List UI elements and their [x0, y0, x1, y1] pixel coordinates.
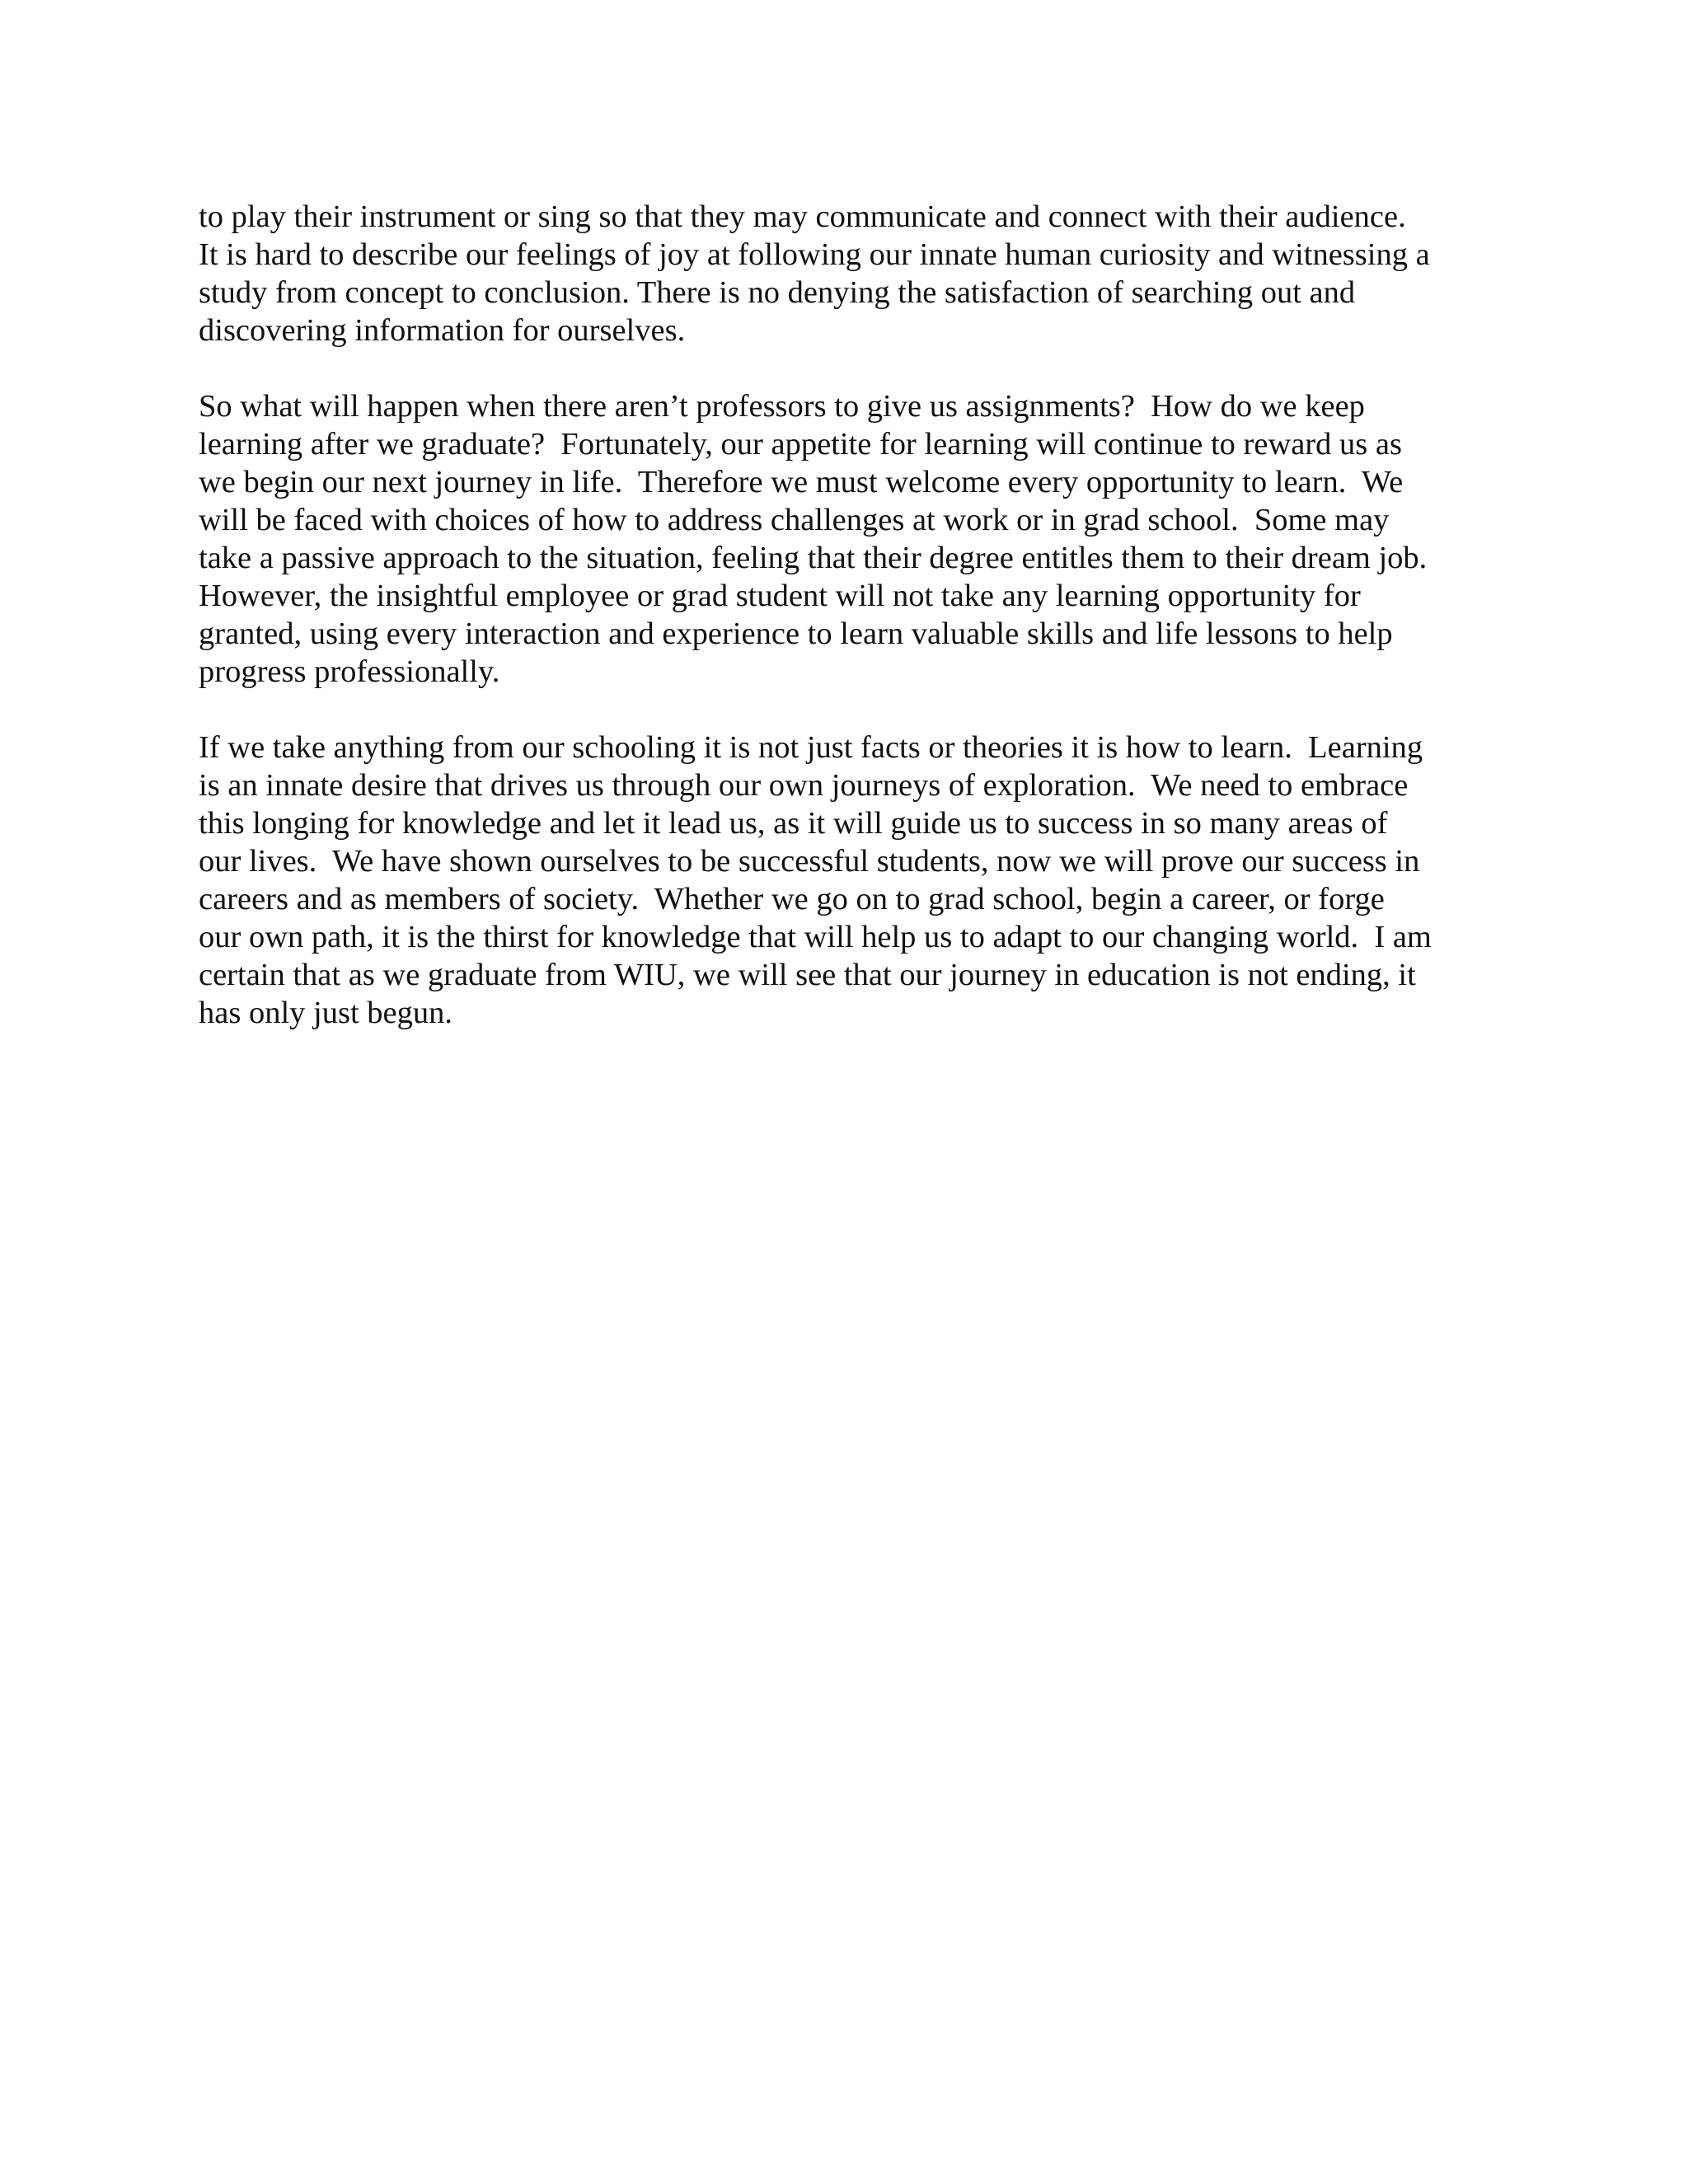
text-line: to play their instrument or sing so that they may communicate and connect with their audience. — [199, 199, 1406, 234]
text-line: take a passive approach to the situation, feeling that their degree entitles them to their dream job. — [199, 541, 1428, 575]
paragraph-2 — [199, 387, 1517, 691]
text-line: If we take anything from our schooling it is not just facts or theories it is how to learn. Learning — [199, 730, 1423, 765]
text-line: It is hard to describe our feelings of joy at following our innate human curiosity and witnessing a — [199, 237, 1430, 272]
text-line: However, the insightful employee or grad student will not take any learning opportunity for — [199, 579, 1361, 613]
text-line: learning after we graduate? Fortunately, our appetite for learning will continue to reward us as — [199, 427, 1402, 462]
text-line: discovering information for ourselves. — [199, 313, 686, 348]
text-line: careers and as members of society. Whether we go on to grad school, begin a career, or forge — [199, 882, 1385, 916]
text-line: certain that as we graduate from WIU, we will see that our journey in education is not ending, it — [199, 958, 1416, 992]
text-line: granted, using every interaction and experience to learn valuable skills and life lessons to help — [199, 616, 1393, 651]
document-body — [199, 198, 1517, 1070]
text-line: has only just begun. — [199, 996, 452, 1030]
paragraph-3 — [199, 729, 1517, 1032]
text-line: our own path, it is the thirst for knowledge that will help us to adapt to our changing world. I am — [199, 920, 1432, 954]
paragraph-1 — [199, 198, 1517, 349]
text-line: our lives. We have shown ourselves to be successful students, now we will prove our success in — [199, 844, 1420, 879]
text-line: will be faced with choices of how to address challenges at work or in grad school. Some may — [199, 503, 1390, 537]
text-line: we begin our next journey in life. Therefore we must welcome every opportunity to learn. We — [199, 465, 1404, 499]
text-line: is an innate desire that drives us through our own journeys of exploration. We need to embrace — [199, 768, 1409, 803]
text-line: progress professionally. — [199, 654, 500, 689]
text-line: So what will happen when there aren’t professors to give us assignments? How do we keep — [199, 389, 1365, 424]
text-line: study from concept to conclusion. There is no denying the satisfaction of searching out and — [199, 275, 1356, 310]
text-line: this longing for knowledge and let it lead us, as it will guide us to success in so many areas of — [199, 806, 1388, 841]
